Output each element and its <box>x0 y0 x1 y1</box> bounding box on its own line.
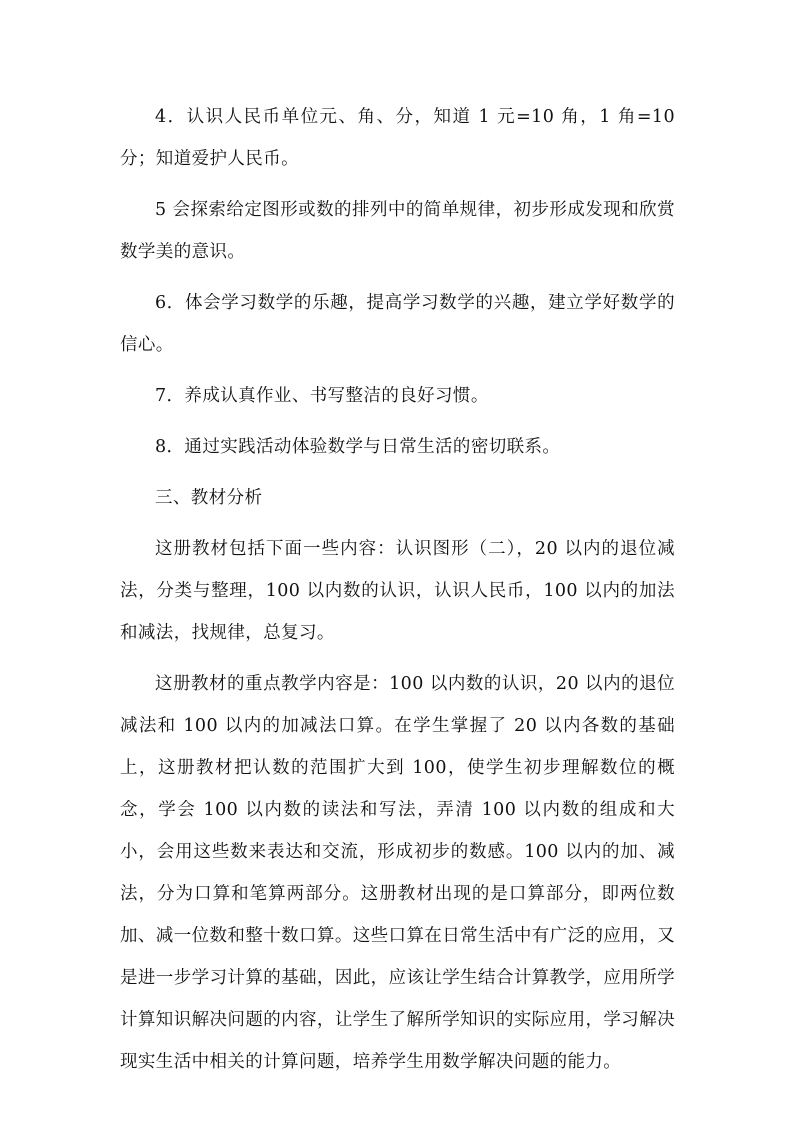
paragraph-goal-5: 5 会探索给定图形或数的排列中的简单规律，初步形成发现和欣赏数学美的意识。 <box>120 200 675 262</box>
paragraph-goal-7: 7．养成认真作业、书写整洁的良好习惯。 <box>155 386 489 406</box>
paragraph-key-content: 这册教材的重点教学内容是：100 以内数的认识，20 以内的退位减法和 100 以内的加减法口算。在学生掌握了 20 以内各数的基础上，这册教材把认数的范围扩大到 100，使学生初步理解数位的概念，学会 100 以内数的读法和写法，弄清 100 以内数的组成和大小，会用这些数来表达和交流，形成初步的数感。100 以内的加、减法，分为口算和笔算两部分。这册教材出现的是口算部分，即两位数加、减一位数和整十数口算。这些口算在日常生活中有广泛的应用，又是进一步学习计算的基础，因此，应该让学生结合计算教学，应用所学计算知识解决问题的内容，让学生了解所学知识的实际应用，学习解决现实生活中相关的计算问题，培养学生用数学解决问题的能力。 <box>120 674 675 1072</box>
document-body <box>120 96 681 1092</box>
paragraph-goal-8: 8．通过实践活动体验数学与日常生活的密切联系。 <box>155 437 561 457</box>
paragraph-goal-4: 4．认识人民币单位元、角、分，知道 1 元=10 角，1 角=10 分；知道爱护人民币。 <box>120 107 681 169</box>
section-heading-textbook-analysis: 三、教材分析 <box>155 488 263 508</box>
paragraph-goal-6: 6．体会学习数学的乐趣，提高学习数学的兴趣，建立学好数学的信心。 <box>120 293 675 355</box>
paragraph-textbook-contents: 这册教材包括下面一些内容：认识图形（二），20 以内的退位减法，分类与整理，100 以内数的认识，认识人民币，100 以内的加法和减法，找规律，总复习。 <box>120 539 675 643</box>
